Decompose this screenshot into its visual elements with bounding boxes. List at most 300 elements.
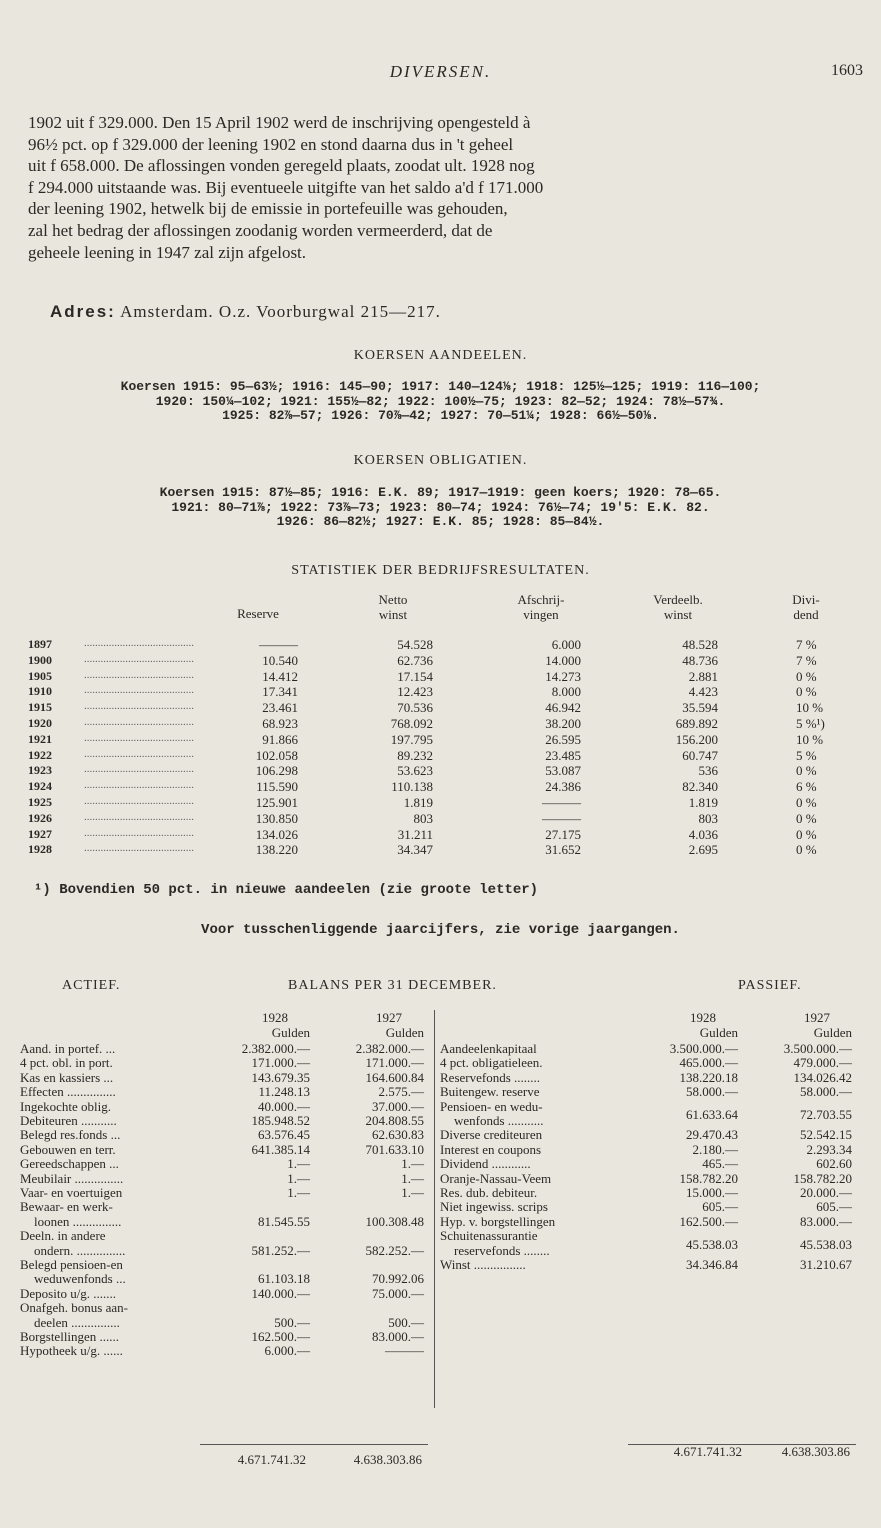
stat-verdeelb-winst: 156.200 xyxy=(675,731,718,747)
dividend-header xyxy=(766,593,846,622)
passief-year-1928: 1928 xyxy=(690,1010,716,1025)
stat-row xyxy=(28,748,873,763)
stat-year: 1923 xyxy=(28,763,52,778)
passief-unit-gulden: Gulden xyxy=(699,1025,738,1040)
actief-total-rule xyxy=(200,1444,428,1445)
stat-netto-winst: 768.092 xyxy=(390,716,433,731)
stat-verdeelb-winst: 2.881 xyxy=(688,668,718,684)
stat-year: 1915 xyxy=(28,700,52,715)
stat-reserve: 91.866 xyxy=(262,731,298,747)
actief-value-1928: 500.— xyxy=(274,1314,310,1330)
stat-year: 1928 xyxy=(28,842,52,857)
header-line: Verdeelb. xyxy=(653,592,703,607)
stat-year: 1910 xyxy=(28,684,52,699)
header-line: dend xyxy=(793,606,819,622)
passief-value-1928: 3.500.000.— xyxy=(669,1041,738,1056)
stat-netto-winst: 53.623 xyxy=(397,763,433,779)
actief-value-1928: 40.000.— xyxy=(258,1098,310,1114)
stat-dividend: 0 % xyxy=(796,842,817,858)
passief-value-1927: 45.538.03 xyxy=(800,1236,852,1252)
actief-row xyxy=(20,1199,430,1228)
passief-row-label: Schuitenassurantie xyxy=(440,1228,538,1244)
passief-value-1928: 605.— xyxy=(702,1199,738,1215)
stat-afschrijvingen: 14.273 xyxy=(545,668,581,684)
actief-value-1928: 6.000.— xyxy=(264,1343,310,1359)
actief-row-label: Debiteuren ........... xyxy=(20,1113,117,1128)
actief-value-1927: 1.— xyxy=(401,1156,424,1172)
actief-value-1928: 140.000.— xyxy=(251,1285,310,1301)
actief-row xyxy=(20,1171,430,1185)
stat-afschrijvingen: 14.000 xyxy=(545,652,581,668)
stat-netto-winst: 110.138 xyxy=(391,779,433,795)
stat-row xyxy=(28,795,873,810)
header-line: winst xyxy=(663,606,693,622)
leader-dots: ........................................ xyxy=(84,668,194,681)
stat-verdeelb-winst: 2.695 xyxy=(688,842,718,858)
actief-value-1927: ——— xyxy=(385,1343,424,1359)
stat-afschrijvingen: 31.652 xyxy=(545,842,581,858)
actief-value-1927: 204.808.55 xyxy=(365,1113,424,1128)
netto-winst-header xyxy=(343,593,443,622)
passief-row-label: Winst ................ xyxy=(440,1257,526,1272)
stat-dividend: 0 % xyxy=(796,668,817,684)
stat-reserve: ——— xyxy=(259,637,298,652)
passief-value-1928: 158.782.20 xyxy=(679,1170,738,1186)
passief-row-label: Pensioen- en wedu- xyxy=(440,1098,543,1114)
header-line: vingen xyxy=(523,606,559,622)
passief-table xyxy=(440,1010,860,1450)
stat-verdeelb-winst: 4.036 xyxy=(688,826,718,842)
afschrijvingen-header xyxy=(491,593,591,622)
passief-value-1927: 52.542.15 xyxy=(800,1127,852,1143)
passief-row xyxy=(440,1055,860,1069)
stat-row xyxy=(28,842,873,857)
actief-row-label: Effecten ............... xyxy=(20,1084,116,1100)
passief-year-1927: 1927 xyxy=(804,1010,830,1025)
stat-netto-winst: 62.736 xyxy=(397,652,433,668)
stat-reserve: 102.058 xyxy=(255,747,298,763)
actief-row-label: Hypotheek u/g. ...... xyxy=(20,1343,123,1359)
paragraph-line: 96½ pct. op f 329.000 der leening 1902 en stond daarna dus in 't geheel xyxy=(28,134,514,154)
actief-title: ACTIEF. xyxy=(62,978,121,993)
stat-afschrijvingen: 24.386 xyxy=(545,779,581,795)
actief-unit-gulden: Gulden xyxy=(271,1025,310,1040)
passief-value-1928: 162.500.— xyxy=(679,1213,738,1229)
actief-value-1927: 2.382.000.— xyxy=(355,1041,424,1056)
stat-dividend: 6 % xyxy=(796,779,817,795)
leader-dots: ........................................ xyxy=(84,684,194,697)
stat-row xyxy=(28,684,873,699)
koersen-aandeelen-block xyxy=(0,380,881,424)
running-title: DIVERSEN. xyxy=(389,62,492,81)
stat-reserve: 68.923 xyxy=(262,716,298,731)
actief-value-1927: 62.630.83 xyxy=(372,1127,424,1143)
passief-title: PASSIEF. xyxy=(738,978,802,993)
passief-row-label: Res. dub. debiteur. xyxy=(440,1185,538,1200)
actief-row xyxy=(20,1185,430,1199)
passief-row xyxy=(440,1257,860,1271)
stat-reserve: 125.901 xyxy=(255,795,298,810)
passief-unit-gulden: Gulden xyxy=(813,1025,852,1040)
actief-row xyxy=(20,1286,430,1300)
actief-row-label: Bewaar- en werk- xyxy=(20,1199,113,1215)
balans-title: BALANS PER 31 DECEMBER. xyxy=(288,978,497,993)
actief-row-label: Kas en kassiers ... xyxy=(20,1069,114,1085)
leader-dots: ........................................ xyxy=(84,795,194,807)
actief-row xyxy=(20,1300,430,1329)
stat-verdeelb-winst: 48.736 xyxy=(682,652,718,668)
actief-value-1928: 1.— xyxy=(287,1156,310,1172)
koers-line: 1925: 82⅞—57; 1926: 70⅞—42; 1927: 70—51¼; 1928: 66½—50⅛. xyxy=(222,408,659,423)
passief-row xyxy=(440,1228,860,1257)
actief-row xyxy=(20,1156,430,1170)
stat-dividend: 10 % xyxy=(796,700,824,716)
stat-verdeelb-winst: 82.340 xyxy=(682,779,718,795)
leader-dots: ........................................ xyxy=(84,826,194,839)
actief-total-1928: 4.671.741.32 xyxy=(237,1452,306,1467)
address xyxy=(50,302,441,322)
passief-value-1927: 479.000.— xyxy=(793,1055,852,1071)
stat-reserve: 115.590 xyxy=(256,779,298,795)
leader-dots: ........................................ xyxy=(84,842,194,855)
stat-afschrijvingen: ——— xyxy=(542,810,581,826)
stat-row xyxy=(28,827,873,842)
actief-year-1928: 1928 xyxy=(262,1010,288,1025)
leader-dots: ........................................ xyxy=(84,810,194,823)
stat-dividend: 0 % xyxy=(796,826,817,842)
koersen-aandeelen-title: KOERSEN AANDEELEN. xyxy=(353,348,528,363)
stat-afschrijvingen: 6.000 xyxy=(551,637,581,652)
actief-row-label: Borgstellingen ...... xyxy=(20,1329,120,1344)
stat-year: 1900 xyxy=(28,652,52,667)
paragraph-line: f 294.000 uitstaande was. Bij eventueele uitgifte van het saldo a'd f 171.000 xyxy=(28,177,544,197)
leader-dots: ........................................ xyxy=(84,700,194,713)
passief-row-label: Buitengew. reserve xyxy=(440,1084,540,1100)
stat-netto-winst: 70.536 xyxy=(397,700,433,716)
actief-value-1927: 1.— xyxy=(401,1185,424,1200)
paragraph-line: 1902 uit f 329.000. Den 15 April 1902 werd de inschrijving opengesteld à xyxy=(28,113,531,132)
actief-row-label: loonen ............... xyxy=(34,1213,122,1229)
passief-value-1928: 61.633.64 xyxy=(686,1106,738,1122)
actief-value-1927: 1.— xyxy=(401,1170,424,1186)
leader-dots: ........................................ xyxy=(84,747,194,760)
passief-row-label: Aandeelenkapitaal xyxy=(440,1041,537,1056)
stat-netto-winst: 12.423 xyxy=(397,684,433,700)
header-line: winst xyxy=(378,606,408,622)
passief-value-1928: 34.346.84 xyxy=(686,1257,738,1272)
actief-row xyxy=(20,1142,430,1156)
actief-row xyxy=(20,1084,430,1098)
actief-row-label: Vaar- en voertuigen xyxy=(20,1185,123,1200)
stat-verdeelb-winst: 536 xyxy=(698,763,718,779)
stat-afschrijvingen: 23.485 xyxy=(545,747,581,763)
actief-value-1928: 143.679.35 xyxy=(251,1069,310,1085)
actief-row-label: Gereedschappen ... xyxy=(20,1156,119,1172)
actief-row xyxy=(20,1257,430,1286)
header-line: Reserve xyxy=(237,606,279,621)
actief-row-label: Belegd pensioen-en xyxy=(20,1257,123,1272)
leader-dots: ........................................ xyxy=(84,652,194,665)
passief-value-1928: 465.— xyxy=(702,1156,738,1172)
passief-value-1928: 58.000.— xyxy=(686,1084,738,1100)
actief-value-1927: 37.000.— xyxy=(372,1098,424,1114)
actief-row-label: Gebouwen en terr. xyxy=(20,1141,116,1157)
passief-row xyxy=(440,1214,860,1228)
stat-row xyxy=(28,700,873,715)
actief-value-1927: 70.992.06 xyxy=(372,1271,424,1287)
actief-row xyxy=(20,1113,430,1127)
page-number: 1603 xyxy=(831,62,863,79)
stat-year: 1921 xyxy=(28,731,52,746)
actief-row-label: 4 pct. obl. in port. xyxy=(20,1055,113,1071)
address-value: Amsterdam. O.z. Voorburgwal 215—217. xyxy=(120,302,441,321)
stat-netto-winst: 1.819 xyxy=(403,795,433,810)
stat-year: 1897 xyxy=(28,637,52,651)
passief-value-1928: 138.220.18 xyxy=(679,1069,738,1085)
stat-afschrijvingen: 38.200 xyxy=(545,716,581,731)
actief-row-label: Deposito u/g. ....... xyxy=(20,1285,117,1301)
actief-row-label: Ingekochte oblig. xyxy=(20,1098,111,1114)
stat-verdeelb-winst: 35.594 xyxy=(682,700,718,716)
koers-line: 1926: 86—82½; 1927: E.K. 85; 1928: 85—84½. xyxy=(276,514,605,529)
passief-row xyxy=(440,1041,860,1055)
stat-year: 1925 xyxy=(28,795,52,809)
passief-row-label: Oranje-Nassau-Veem xyxy=(440,1170,552,1186)
actief-row-label: deelen ............... xyxy=(34,1314,120,1330)
passief-row xyxy=(440,1199,860,1213)
koers-line: Koersen 1915: 95—63½; 1916: 145—90; 1917: 140—124⅛; 1918: 125½—125; 1919: 116—100; xyxy=(120,379,761,394)
stat-afschrijvingen: ——— xyxy=(542,795,581,810)
actief-row xyxy=(20,1070,430,1084)
actief-row xyxy=(20,1055,430,1069)
leader-dots: ........................................ xyxy=(84,779,194,792)
stat-netto-winst: 197.795 xyxy=(390,731,433,747)
statistiek-title: STATISTIEK DER BEDRIJFSRESULTATEN. xyxy=(291,563,590,578)
actief-row xyxy=(20,1329,430,1343)
stat-verdeelb-winst: 689.892 xyxy=(675,716,718,731)
paragraph-line: zal het bedrag der aflossingen zoodanig worden vermeerderd, dat de xyxy=(28,220,493,240)
actief-value-1927: 500.— xyxy=(388,1314,424,1330)
stat-dividend: 0 % xyxy=(796,684,817,700)
reserve-header xyxy=(208,607,308,622)
jaarcijfers-note: Voor tusschenliggende jaarcijfers, zie vorige jaargangen. xyxy=(201,922,680,938)
stat-row xyxy=(28,732,873,747)
paragraph-line: der leening 1902, hetwelk bij de emissie in portefeuille was gehouden, xyxy=(28,199,508,219)
stat-reserve: 23.461 xyxy=(262,700,298,716)
stat-verdeelb-winst: 4.423 xyxy=(688,684,718,700)
paragraph-line: geheele leening in 1947 zal zijn afgelost. xyxy=(28,242,307,262)
actief-unit-gulden: Gulden xyxy=(385,1025,424,1040)
passief-row xyxy=(440,1084,860,1098)
passief-row-label: Reservefonds ........ xyxy=(440,1069,541,1085)
stat-dividend: 7 % xyxy=(796,637,817,652)
stat-row xyxy=(28,779,873,794)
stat-reserve: 106.298 xyxy=(255,763,298,779)
actief-year-1927: 1927 xyxy=(376,1010,402,1025)
actief-value-1928: 1.— xyxy=(287,1185,310,1200)
stat-dividend: 7 % xyxy=(796,652,817,668)
stat-verdeelb-winst: 1.819 xyxy=(688,795,718,810)
paragraph-line: uit f 658.000. De aflossingen vonden geregeld plaats, zoodat ult. 1928 nog xyxy=(28,156,535,176)
leader-dots: ........................................ xyxy=(84,763,194,776)
stat-reserve: 10.540 xyxy=(262,652,298,668)
page-header xyxy=(0,62,881,86)
passief-row-label: Dividend ............ xyxy=(440,1156,531,1172)
stat-year: 1927 xyxy=(28,826,52,841)
passief-row-label: 4 pct. obligatieleen. xyxy=(440,1055,543,1071)
passief-value-1927: 602.60 xyxy=(816,1156,852,1172)
stat-netto-winst: 89.232 xyxy=(397,747,433,763)
stat-afschrijvingen: 26.595 xyxy=(545,731,581,747)
actief-row xyxy=(20,1041,430,1055)
passief-row-label: Interest en coupons xyxy=(440,1141,542,1157)
actief-value-1928: 61.103.18 xyxy=(258,1271,310,1287)
stat-netto-winst: 34.347 xyxy=(397,842,433,858)
actief-value-1928: 162.500.— xyxy=(251,1329,310,1344)
actief-value-1928: 185.948.52 xyxy=(251,1113,310,1128)
stat-netto-winst: 54.528 xyxy=(397,637,433,652)
stat-reserve: 14.412 xyxy=(262,668,298,684)
stat-afschrijvingen: 8.000 xyxy=(551,684,581,700)
stat-reserve: 134.026 xyxy=(255,826,298,842)
passief-value-1927: 605.— xyxy=(816,1199,852,1215)
passief-value-1927: 2.293.34 xyxy=(806,1141,852,1157)
stat-dividend: 0 % xyxy=(796,810,817,826)
actief-value-1927: 75.000.— xyxy=(372,1285,424,1301)
passief-value-1928: 2.180.— xyxy=(692,1141,738,1157)
balans-header xyxy=(0,978,881,998)
header-line: Afschrij- xyxy=(517,592,565,607)
passief-value-1927: 158.782.20 xyxy=(793,1170,852,1186)
stat-verdeelb-winst: 60.747 xyxy=(682,747,718,763)
passief-value-1927: 20.000.— xyxy=(800,1185,852,1200)
actief-value-1927: 83.000.— xyxy=(372,1329,424,1344)
stat-year: 1922 xyxy=(28,747,52,762)
stat-verdeelb-winst: 48.528 xyxy=(682,637,718,652)
actief-value-1928: 63.576.45 xyxy=(258,1127,310,1143)
passief-value-1928: 15.000.— xyxy=(686,1185,738,1200)
passief-row-label: wenfonds ........... xyxy=(454,1112,544,1128)
koers-line: 1921: 80—71⅞; 1922: 73⅞—73; 1923: 80—74; 1924: 76½—74; 19'5: E.K. 82. xyxy=(171,499,710,515)
actief-row-label: weduwenfonds ... xyxy=(34,1271,126,1287)
passief-total-1928: 4.671.741.32 xyxy=(673,1444,742,1459)
leader-dots: ........................................ xyxy=(84,637,194,649)
actief-row-label: Aand. in portef. ... xyxy=(20,1041,116,1056)
passief-value-1927: 134.026.42 xyxy=(793,1069,852,1085)
actief-value-1927: 582.252.— xyxy=(365,1242,424,1258)
actief-row-label: ondern. ............... xyxy=(34,1242,126,1258)
stat-year: 1905 xyxy=(28,668,52,683)
passief-row xyxy=(440,1185,860,1199)
actief-total-1927: 4.638.303.86 xyxy=(353,1452,422,1467)
koers-line: Koersen 1915: 87½—85; 1916: E.K. 89; 1917—1919: geen koers; 1920: 78—65. xyxy=(159,485,722,500)
passief-value-1928: 29.470.43 xyxy=(686,1127,738,1143)
passief-row xyxy=(440,1070,860,1084)
actief-value-1928: 171.000.— xyxy=(251,1055,310,1071)
passief-value-1928: 465.000.— xyxy=(679,1055,738,1071)
stat-dividend: 0 % xyxy=(796,763,817,779)
verdeelb-winst-header xyxy=(628,593,728,622)
actief-row xyxy=(20,1343,430,1357)
address-label: Adres: xyxy=(50,302,116,321)
stat-reserve: 17.341 xyxy=(262,684,298,700)
stat-row xyxy=(28,811,873,826)
passief-row xyxy=(440,1142,860,1156)
actief-value-1928: 581.252.— xyxy=(251,1242,310,1258)
actief-value-1928: 2.382.000.— xyxy=(241,1041,310,1056)
stat-reserve: 130.850 xyxy=(255,810,298,826)
actief-row-label: Belegd res.fonds ... xyxy=(20,1127,121,1143)
actief-row xyxy=(20,1228,430,1257)
actief-value-1927: 164.600.84 xyxy=(365,1069,424,1085)
stat-dividend: 5 %¹) xyxy=(796,716,825,731)
stat-afschrijvingen: 53.087 xyxy=(545,763,581,779)
actief-row-label: Deeln. in andere xyxy=(20,1228,106,1244)
leader-dots: ........................................ xyxy=(84,716,194,728)
passief-row-label: Hyp. v. borgstellingen xyxy=(440,1213,556,1229)
leader-dots: ........................................ xyxy=(84,731,194,744)
stat-row xyxy=(28,763,873,778)
stat-year: 1924 xyxy=(28,779,52,794)
passief-row xyxy=(440,1171,860,1185)
balans-divider xyxy=(434,1010,435,1408)
stat-netto-winst: 31.211 xyxy=(397,826,433,842)
passief-value-1927: 83.000.— xyxy=(800,1213,852,1229)
passief-row xyxy=(440,1156,860,1170)
actief-value-1928: 1.— xyxy=(287,1170,310,1186)
stat-netto-winst: 17.154 xyxy=(397,668,433,684)
passief-value-1927: 72.703.55 xyxy=(800,1106,852,1122)
actief-row xyxy=(20,1127,430,1141)
stat-afschrijvingen: 27.175 xyxy=(545,826,581,842)
koersen-obligatien-title: KOERSEN OBLIGATIEN. xyxy=(353,453,528,468)
actief-value-1928: 11.248.13 xyxy=(258,1084,310,1100)
passief-value-1928: 45.538.03 xyxy=(686,1236,738,1252)
body-paragraph xyxy=(28,112,868,263)
stat-row xyxy=(28,637,873,652)
actief-value-1927: 100.308.48 xyxy=(365,1213,424,1229)
passief-total-1927: 4.638.303.86 xyxy=(781,1444,850,1459)
actief-row-label: Onafgeh. bonus aan- xyxy=(20,1300,128,1316)
passief-value-1927: 58.000.— xyxy=(800,1084,852,1100)
footnote: ¹) Bovendien 50 pct. in nieuwe aandeelen (zie groote letter) xyxy=(34,882,539,898)
passief-row xyxy=(440,1099,860,1128)
stat-dividend: 10 % xyxy=(796,731,824,747)
header-line: Netto xyxy=(378,592,408,607)
actief-value-1927: 701.633.10 xyxy=(365,1141,424,1157)
stat-dividend: 5 % xyxy=(796,747,817,763)
koers-line: 1920: 150¼—102; 1921: 155½—82; 1922: 100½—75; 1923: 82—52; 1924: 78½—57¾. xyxy=(155,393,726,409)
koersen-obligatien-block xyxy=(0,486,881,530)
actief-value-1927: 2.575.— xyxy=(378,1084,424,1100)
stat-dividend: 0 % xyxy=(796,795,817,810)
passief-value-1927: 31.210.67 xyxy=(800,1257,852,1272)
stat-row xyxy=(28,716,873,731)
actief-value-1928: 641.385.14 xyxy=(251,1141,310,1157)
passief-row-label: Diverse crediteuren xyxy=(440,1127,543,1143)
stat-verdeelb-winst: 803 xyxy=(698,810,718,826)
header-line: Divi- xyxy=(792,592,820,607)
passief-value-1927: 3.500.000.— xyxy=(783,1041,852,1056)
stat-row xyxy=(28,653,873,668)
passief-row-label: Niet ingewiss. scrips xyxy=(440,1199,548,1215)
stat-year: 1926 xyxy=(28,810,52,825)
stat-reserve: 138.220 xyxy=(255,842,298,858)
stat-year: 1920 xyxy=(28,716,52,730)
stat-afschrijvingen: 46.942 xyxy=(545,700,581,716)
stat-row xyxy=(28,669,873,684)
passief-row-label: reservefonds ........ xyxy=(454,1242,550,1258)
